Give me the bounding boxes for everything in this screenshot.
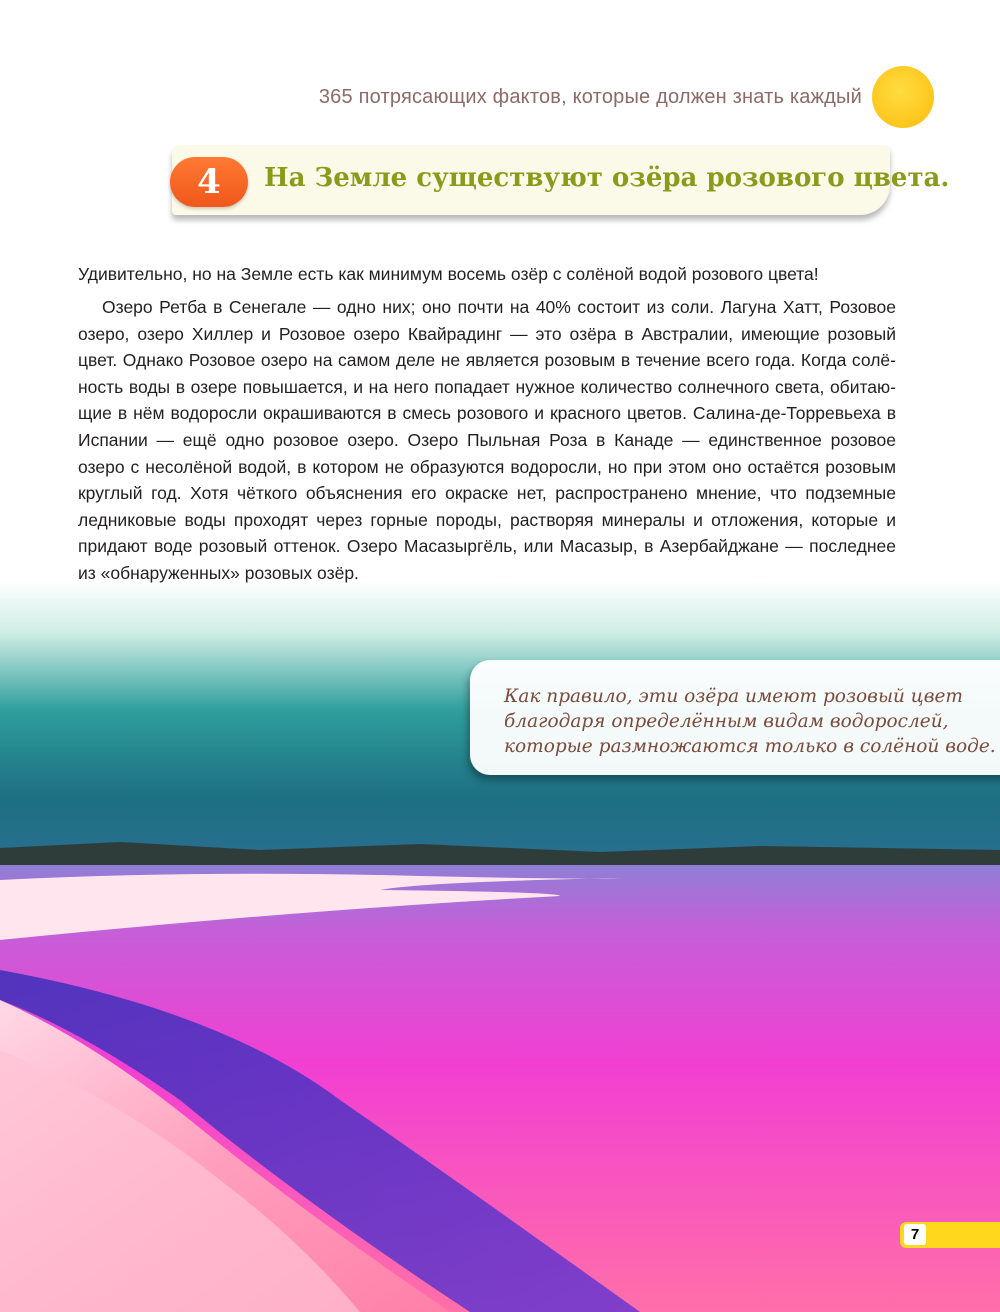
lead-sentence: Удивительно, но на Земле есть как минимум восемь озёр с солёной водой розового цвета!: [78, 264, 819, 284]
fact-number-badge: 4: [170, 157, 248, 207]
body-paragraph: Озеро Ретба в Сенегале — одно них; оно почти на 40% состоит из соли. Лагуна Хатт, Розовое озеро, озеро Хиллер и Розовое озеро Квайрадинг — это озёра в Австралии, имеющие розовый цвет. Однако Розовое озеро на самом деле не является розовым в течение всего года. Когда солёность воды в озере повышается, и на него попадает нужное количество солнечного света, обитающие в нём водоросли окрашиваются в смесь розового и красного цветов. Салина-де-Торревьеха в Испании — ещё одно розовое озеро. Озеро Пыльная Роза в Канаде — единственное розовое озеро с несолёной водой, в котором не образуются водоросли, но при этом оно остаётся розовым круглый год. Хотя чёткого объяснения его окраске нет, распространено мнение, что подземные ледниковые воды проходят через горные породы, растворяя минералы и отложения, которые и придают воде розовый оттенок. Озеро Масазыргёль, или Масазыр, в Азербайджане — последнее из «обнаруженных» розовых озёр.: [78, 297, 896, 583]
page-number: 7: [904, 1224, 926, 1245]
fact-title: На Земле существуют озёра розового цвета.: [264, 163, 950, 193]
fact-banner: [172, 145, 950, 215]
callout-text: Как правило, эти озёра имеют розовый цвет благодаря определённым видам водорослей, которые размножаются только в солёной воде.: [504, 686, 996, 757]
callout-box: [470, 660, 1000, 775]
running-title: 365 потрясающих фактов, которые должен знать каждый: [318, 86, 862, 108]
sun-circle-decoration: [872, 66, 934, 128]
